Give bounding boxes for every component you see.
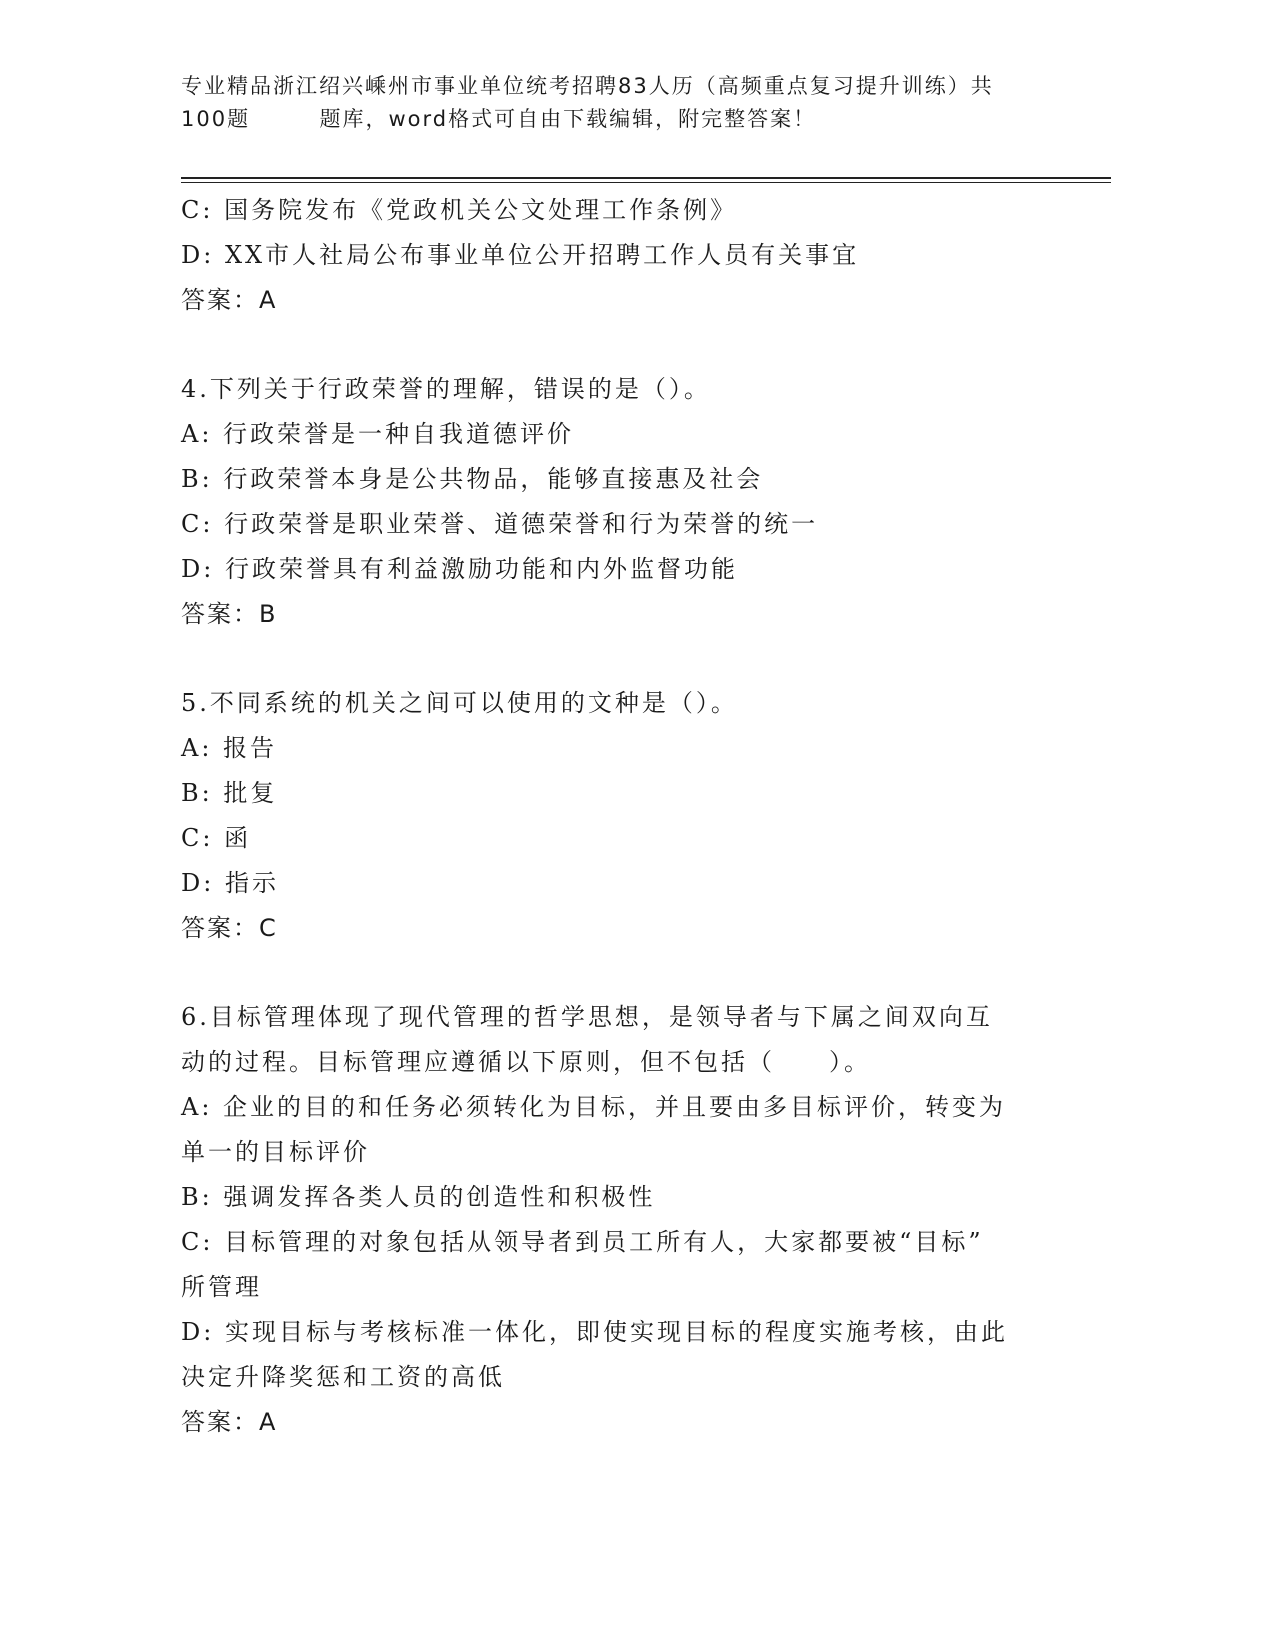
q5-option-b: B: 批复	[181, 779, 278, 807]
q5-answer: 答案：C	[181, 914, 278, 942]
q5-option-c: C: 函	[181, 824, 252, 852]
q5-question: 5.不同系统的机关之间可以使用的文种是（）。	[181, 689, 738, 717]
q6-question-line-2: 动的过程。目标管理应遵循以下原则，但不包括（ ）。	[181, 1048, 871, 1076]
q4-option-b: B: 行政荣誉本身是公共物品，能够直接惠及社会	[181, 465, 764, 493]
q6-option-c-line-2: 所管理	[181, 1273, 262, 1301]
q4-question: 4.下列关于行政荣誉的理解，错误的是（）。	[181, 375, 711, 403]
q4-option-c: C: 行政荣誉是职业荣誉、道德荣誉和行为荣誉的统一	[181, 510, 819, 538]
header-line-1: 专业精品浙江绍兴嵊州市事业单位统考招聘83人历（高频重点复习提升训练）共	[181, 74, 994, 98]
q6-option-a-line-1: A: 企业的目的和任务必须转化为目标，并且要由多目标评价，转变为	[181, 1093, 1007, 1121]
prev-option-c: C: 国务院发布《党政机关公文处理工作条例》	[181, 196, 738, 224]
header-rule-thin	[181, 182, 1111, 183]
q5-option-d: D: 指示	[181, 869, 279, 897]
q6-option-d-line-2: 决定升降奖惩和工资的高低	[181, 1363, 505, 1391]
document-header	[181, 70, 1081, 136]
q6-option-b: B: 强调发挥各类人员的创造性和积极性	[181, 1183, 656, 1211]
q6-option-a-line-2: 单一的目标评价	[181, 1138, 370, 1166]
spacer	[181, 637, 1081, 681]
document-body	[181, 188, 1081, 1445]
q6-option-d-line-1: D: 实现目标与考核标准一体化，即使实现目标的程度实施考核，由此	[181, 1318, 1008, 1346]
q4-answer: 答案：B	[181, 600, 278, 628]
header-rule-thick	[181, 177, 1111, 179]
spacer	[181, 951, 1081, 995]
q6-question-line-1: 6.目标管理体现了现代管理的哲学思想，是领导者与下属之间双向互	[181, 1003, 993, 1031]
q6-option-c-line-1: C: 目标管理的对象包括从领导者到员工所有人，大家都要被“目标”	[181, 1228, 984, 1256]
prev-option-d: D: XX市人社局公布事业单位公开招聘工作人员有关事宜	[181, 241, 860, 269]
header-line-2: 100题 题库，word格式可自由下载编辑，附完整答案！	[181, 107, 817, 131]
q4-option-d: D: 行政荣誉具有利益激励功能和内外监督功能	[181, 555, 738, 583]
q5-option-a: A: 报告	[181, 734, 278, 762]
spacer	[181, 323, 1081, 367]
prev-answer: 答案：A	[181, 286, 278, 314]
q6-answer: 答案：A	[181, 1408, 278, 1436]
q4-option-a: A: 行政荣誉是一种自我道德评价	[181, 420, 575, 448]
